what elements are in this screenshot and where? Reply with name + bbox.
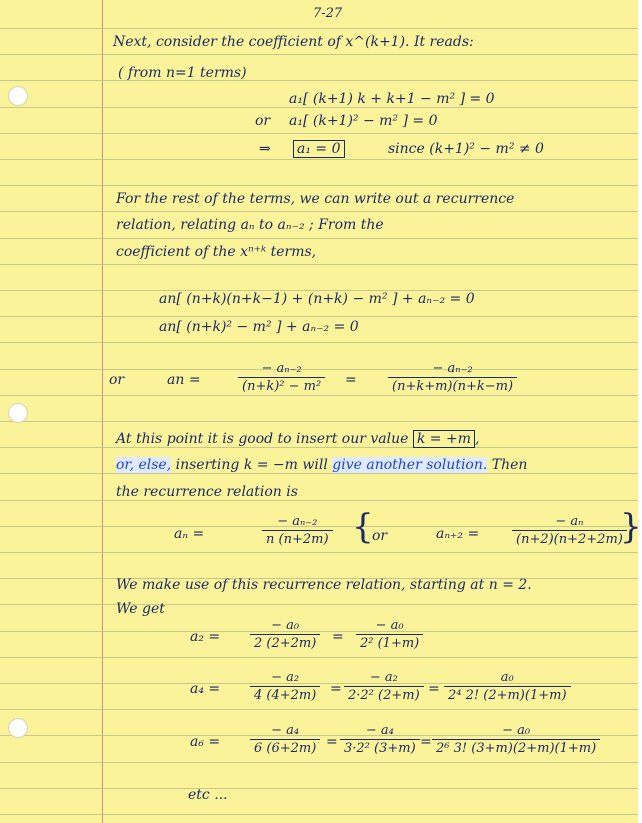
a6-f3-numerator: − a₀ — [502, 723, 531, 738]
a4-f1-denominator: 4 (4+2m) — [250, 686, 320, 704]
a4-f3-denominator: 2⁴ 2! (2+m)(1+m) — [444, 686, 571, 704]
intro-line-1: Next, consider the coefficient of x^(k+1). It reads: — [113, 34, 474, 50]
para2-line-1: For the rest of the terms, we can write out a recurrence — [116, 191, 515, 207]
eq2-line-1: an[ (n+k)(n+k−1) + (n+k) − m² ] + aₙ₋₂ = 0 — [159, 291, 475, 307]
a6-fraction-2 — [340, 722, 420, 757]
eq2-frac1-denominator: (n+k)² − m² — [238, 377, 325, 395]
eq3-numerator: − aₙ₋₂ — [277, 514, 318, 529]
closing-etc: etc ... — [188, 787, 228, 803]
eq2-line-2: an[ (n+k)² − m² ] + aₙ₋₂ = 0 — [159, 319, 359, 335]
implies-symbol: ⇒ — [259, 141, 271, 157]
para3-line-2 — [116, 456, 527, 474]
punch-hole — [8, 403, 28, 423]
eq3-or: or — [372, 528, 388, 544]
punch-hole — [8, 718, 28, 738]
para4-line-2: We get — [116, 601, 165, 617]
rule-line — [0, 28, 638, 29]
eq2-frac2-denominator: (n+k+m)(n+k−m) — [388, 377, 517, 395]
a2-f2-numerator: − a₀ — [375, 618, 404, 633]
rule-line — [0, 709, 638, 710]
a6-f1-numerator: − a₄ — [271, 723, 300, 738]
rule-line — [0, 238, 638, 239]
para4-line-1: We make use of this recurrence relation, starting at n = 2. — [116, 577, 532, 593]
rule-line — [0, 264, 638, 265]
a4-lhs: a₄ = — [190, 681, 221, 697]
eq3-alt-fraction — [512, 513, 627, 548]
rule-line — [0, 342, 638, 343]
rule-line — [0, 185, 638, 186]
eq3-lhs: aₙ = — [174, 526, 205, 542]
rule-line — [0, 159, 638, 160]
punch-hole — [8, 86, 28, 106]
a6-fraction-3 — [432, 722, 600, 757]
eq2-lhs: an = — [167, 372, 201, 388]
para3-line-1-end: , — [475, 431, 480, 447]
a4-equals-2: = — [428, 681, 440, 697]
highlighted-or-else: or, else, — [116, 457, 172, 473]
a2-lhs: a₂ = — [190, 629, 221, 645]
rule-line — [0, 604, 638, 605]
eq3-fraction — [262, 513, 333, 548]
eq3-alt-lhs: aₙ₊₂ = — [436, 526, 480, 542]
a4-f3-numerator: a₀ — [500, 670, 514, 685]
boxed-result — [293, 140, 345, 158]
a4-fraction-1 — [250, 669, 320, 704]
rule-line — [0, 316, 638, 317]
highlighted-another-solution: give another solution. — [332, 457, 488, 473]
para3-line-1 — [116, 430, 479, 448]
para3-line-2-mid: inserting k = −m will — [175, 457, 328, 473]
rule-line — [0, 80, 638, 81]
eq2-fraction-2 — [388, 360, 517, 395]
a6-f2-denominator: 3·2² (3+m) — [340, 739, 420, 757]
rule-line — [0, 133, 638, 134]
a2-f1-denominator: 2 (2+2m) — [250, 634, 320, 652]
a2-fraction-1 — [250, 617, 320, 652]
a2-fraction-2 — [356, 617, 423, 652]
rule-line — [0, 552, 638, 553]
eq2-frac2-numerator: − aₙ₋₂ — [432, 361, 473, 376]
rule-line — [0, 657, 638, 658]
eq3-denominator: n (n+2m) — [262, 530, 333, 548]
a6-f1-denominator: 6 (6+2m) — [250, 739, 320, 757]
a6-equals-2: = — [420, 734, 432, 750]
eq1-since: since (k+1)² − m² ≠ 0 — [388, 141, 544, 157]
a4-equals: = — [330, 681, 342, 697]
eq3-brace-open: { — [352, 507, 374, 547]
a4-f2-denominator: 2·2² (2+m) — [344, 686, 424, 704]
para2-line-2: relation, relating aₙ to aₙ₋₂ ; From the — [116, 217, 384, 233]
eq2-frac1-numerator: − aₙ₋₂ — [261, 361, 302, 376]
boxed-a1-zero: a₁ = 0 — [293, 140, 345, 158]
eq3-alt-numerator: − aₙ — [555, 514, 584, 529]
eq1-line-1: a₁[ (k+1) k + k+1 − m² ] = 0 — [289, 91, 495, 107]
para3-line-2-end: Then — [491, 457, 528, 473]
a2-f2-denominator: 2² (1+m) — [356, 634, 423, 652]
eq3-alt-denominator: (n+2)(n+2+2m) — [512, 530, 627, 548]
rule-line — [0, 395, 638, 396]
eq2-equals: = — [345, 372, 357, 388]
eq3-brace-close: } — [620, 507, 642, 547]
a4-fraction-2 — [344, 669, 424, 704]
a4-fraction-3 — [444, 669, 571, 704]
rule-line — [0, 54, 638, 55]
a6-f3-denominator: 2⁶ 3! (3+m)(2+m)(1+m) — [432, 739, 600, 757]
a6-lhs: a₆ = — [190, 734, 221, 750]
para2-line-3: coefficient of the xⁿ⁺ᵏ terms, — [116, 244, 317, 260]
eq2-or: or — [109, 372, 125, 388]
rule-line — [0, 211, 638, 212]
rule-line — [0, 762, 638, 763]
margin-line — [102, 0, 103, 823]
eq1-or: or — [255, 113, 271, 129]
a4-f1-numerator: − a₂ — [271, 670, 300, 685]
page-number: 7-27 — [313, 6, 343, 21]
a6-equals: = — [326, 734, 338, 750]
rule-line — [0, 500, 638, 501]
a2-equals: = — [332, 629, 344, 645]
a6-f2-numerator: − a₄ — [365, 723, 394, 738]
a4-f2-numerator: − a₂ — [369, 670, 398, 685]
rule-line — [0, 788, 638, 789]
a6-fraction-1 — [250, 722, 320, 757]
intro-line-2: ( from n=1 terms) — [118, 65, 247, 81]
boxed-k-plus-m: k = +m — [413, 430, 475, 448]
a2-f1-numerator: − a₀ — [271, 618, 300, 633]
eq1-line-2: a₁[ (k+1)² − m² ] = 0 — [289, 113, 438, 129]
para3-line-1-text: At this point it is good to insert our value — [116, 431, 409, 447]
rule-line — [0, 421, 638, 422]
eq2-fraction-1 — [238, 360, 325, 395]
para3-line-3: the recurrence relation is — [116, 484, 298, 500]
rule-line — [0, 814, 638, 815]
